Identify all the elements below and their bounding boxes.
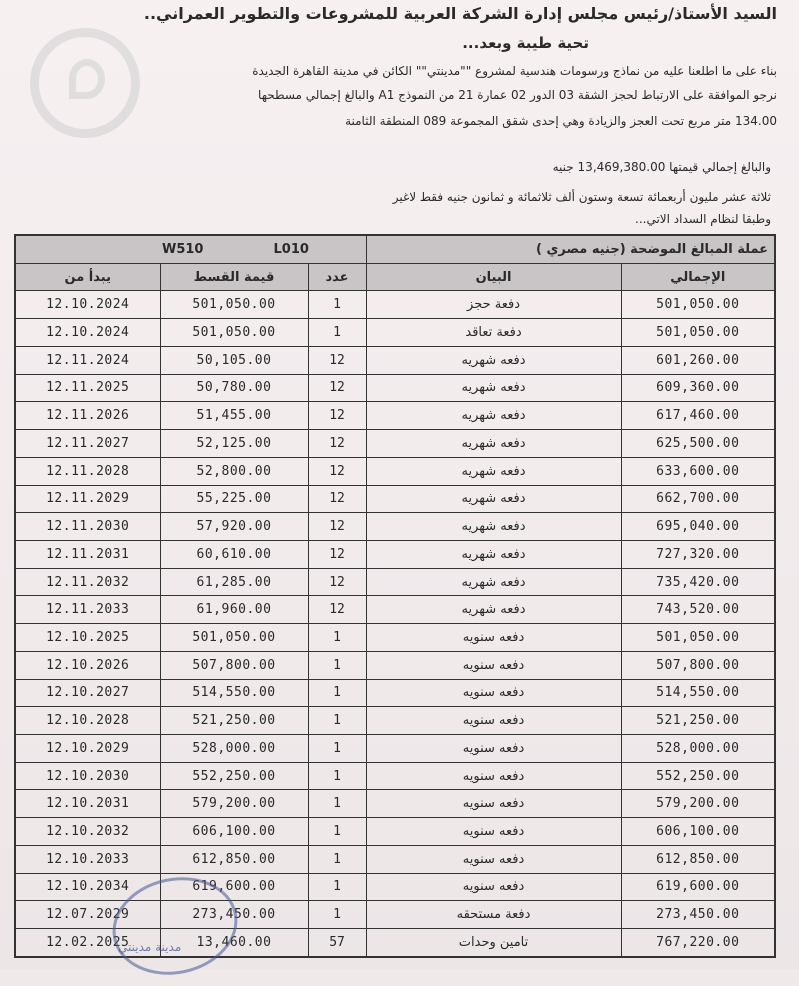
installment-cell: 528,000.00 bbox=[160, 734, 308, 762]
start-date-cell: 12.10.2026 bbox=[15, 651, 160, 679]
installment-cell: 612,850.00 bbox=[160, 845, 308, 873]
installment-cell: 579,200.00 bbox=[160, 790, 308, 818]
start-date-cell: 12.07.2029 bbox=[15, 901, 160, 929]
start-date-cell: 12.10.2025 bbox=[15, 624, 160, 652]
table-row bbox=[15, 624, 775, 652]
count-cell: 12 bbox=[308, 430, 366, 458]
description-cell: دفعه شهريه bbox=[366, 540, 621, 568]
table-row bbox=[15, 707, 775, 735]
start-date-cell: 12.11.2025 bbox=[15, 374, 160, 402]
installment-cell: 13,460.00 bbox=[160, 929, 308, 958]
description-cell: دفعه سنويه bbox=[366, 873, 621, 901]
installment-cell: 50,780.00 bbox=[160, 374, 308, 402]
start-date-cell: 12.10.2027 bbox=[15, 679, 160, 707]
description-cell: دفعه شهريه bbox=[366, 430, 621, 458]
table-row bbox=[15, 346, 775, 374]
count-cell: 1 bbox=[308, 873, 366, 901]
table-row bbox=[15, 457, 775, 485]
total-cell: 617,460.00 bbox=[621, 402, 775, 430]
start-date-cell: 12.11.2026 bbox=[15, 402, 160, 430]
table-row bbox=[15, 402, 775, 430]
start-date-cell: 12.11.2030 bbox=[15, 513, 160, 541]
start-date-cell: 12.10.2030 bbox=[15, 762, 160, 790]
installment-cell: 50,105.00 bbox=[160, 346, 308, 374]
description-cell: دفعة مستحقه bbox=[366, 901, 621, 929]
total-cell: 767,220.00 bbox=[621, 929, 775, 958]
col-description-header: البيان bbox=[366, 263, 621, 291]
start-date-cell: 12.11.2033 bbox=[15, 596, 160, 624]
col-installment-header: قيمة القسط bbox=[160, 263, 308, 291]
start-date-cell: 12.11.2031 bbox=[15, 540, 160, 568]
start-date-cell: 12.11.2024 bbox=[15, 346, 160, 374]
table-row bbox=[15, 790, 775, 818]
code-l: L010 bbox=[273, 241, 309, 257]
count-cell: 12 bbox=[308, 374, 366, 402]
currency-note: عملة المبالغ الموضحة (جنيه مصري ) bbox=[366, 235, 775, 263]
description-cell: دفعه شهريه bbox=[366, 402, 621, 430]
table-row bbox=[15, 430, 775, 458]
code-w: W510 bbox=[162, 241, 204, 257]
total-cell: 501,050.00 bbox=[621, 319, 775, 347]
payment-system-line: وطبقا لنظام السداد الاتي... bbox=[635, 212, 771, 226]
total-value-line: والبالغ إجمالي قيمتها 13,469,380.00 جنيه bbox=[552, 160, 771, 174]
table-row bbox=[15, 485, 775, 513]
description-cell: دفعه شهريه bbox=[366, 596, 621, 624]
total-cell: 612,850.00 bbox=[621, 845, 775, 873]
count-cell: 12 bbox=[308, 513, 366, 541]
installment-cell: 501,050.00 bbox=[160, 624, 308, 652]
description-cell: دفعه سنويه bbox=[366, 762, 621, 790]
count-cell: 12 bbox=[308, 457, 366, 485]
installment-cell: 61,960.00 bbox=[160, 596, 308, 624]
table-row bbox=[15, 540, 775, 568]
description-cell: دفعه شهريه bbox=[366, 485, 621, 513]
total-cell: 521,250.00 bbox=[621, 707, 775, 735]
count-cell: 1 bbox=[308, 901, 366, 929]
search-watermark-icon bbox=[30, 28, 140, 138]
table-row bbox=[15, 762, 775, 790]
table-top-row bbox=[15, 235, 775, 263]
description-cell: دفعه سنويه bbox=[366, 734, 621, 762]
count-cell: 1 bbox=[308, 651, 366, 679]
total-cell: 727,320.00 bbox=[621, 540, 775, 568]
start-date-cell: 12.10.2032 bbox=[15, 818, 160, 846]
start-date-cell: 12.10.2028 bbox=[15, 707, 160, 735]
count-cell: 12 bbox=[308, 346, 366, 374]
total-cell: 507,800.00 bbox=[621, 651, 775, 679]
table-row bbox=[15, 319, 775, 347]
total-cell: 609,360.00 bbox=[621, 374, 775, 402]
start-date-cell: 12.10.2024 bbox=[15, 291, 160, 319]
description-cell: دفعة حجز bbox=[366, 291, 621, 319]
installment-cell: 521,250.00 bbox=[160, 707, 308, 735]
count-cell: 1 bbox=[308, 291, 366, 319]
start-date-cell: 12.11.2027 bbox=[15, 430, 160, 458]
count-cell: 1 bbox=[308, 707, 366, 735]
total-cell: 528,000.00 bbox=[621, 734, 775, 762]
installment-cell: 619,600.00 bbox=[160, 873, 308, 901]
description-cell: دفعه سنويه bbox=[366, 651, 621, 679]
total-cell: 735,420.00 bbox=[621, 568, 775, 596]
installment-cell: 55,225.00 bbox=[160, 485, 308, 513]
addressee-line: السيد الأستاذ/رئيس مجلس إدارة الشركة العربية للمشروعات والتطوير العمراني.. bbox=[143, 4, 777, 23]
start-date-cell: 12.11.2028 bbox=[15, 457, 160, 485]
table-row bbox=[15, 818, 775, 846]
description-cell: تامين وحدات bbox=[366, 929, 621, 958]
installment-cell: 507,800.00 bbox=[160, 651, 308, 679]
start-date-cell: 12.10.2029 bbox=[15, 734, 160, 762]
start-date-cell: 12.10.2034 bbox=[15, 873, 160, 901]
total-cell: 695,040.00 bbox=[621, 513, 775, 541]
installment-cell: 501,050.00 bbox=[160, 291, 308, 319]
stamp-text: مدينة مدينتي bbox=[118, 940, 182, 954]
installment-cell: 51,455.00 bbox=[160, 402, 308, 430]
installment-cell: 60,610.00 bbox=[160, 540, 308, 568]
start-date-cell: 12.02.2025 bbox=[15, 929, 160, 958]
count-cell: 12 bbox=[308, 540, 366, 568]
start-date-cell: 12.10.2024 bbox=[15, 319, 160, 347]
installment-cell: 52,800.00 bbox=[160, 457, 308, 485]
table-row bbox=[15, 679, 775, 707]
col-total-header: الإجمالي bbox=[621, 263, 775, 291]
description-cell: دفعه سنويه bbox=[366, 845, 621, 873]
installment-cell: 552,250.00 bbox=[160, 762, 308, 790]
payment-schedule-table bbox=[14, 234, 776, 958]
total-words-line: ثلاثة عشر مليون أربعمائة تسعة وستون ألف ثلاثمائة و ثمانون جنيه فقط لاغير bbox=[392, 190, 771, 204]
installment-cell: 501,050.00 bbox=[160, 319, 308, 347]
installment-cell: 606,100.00 bbox=[160, 818, 308, 846]
description-cell: دفعه سنويه bbox=[366, 790, 621, 818]
total-cell: 501,050.00 bbox=[621, 291, 775, 319]
count-cell: 12 bbox=[308, 568, 366, 596]
total-cell: 625,500.00 bbox=[621, 430, 775, 458]
total-cell: 633,600.00 bbox=[621, 457, 775, 485]
installment-cell: 57,920.00 bbox=[160, 513, 308, 541]
col-count-header: عدد bbox=[308, 263, 366, 291]
project-line: بناء على ما اطلعنا عليه من نماذج ورسومات هندسية لمشروع ""مدينتي"" الكائن في مدينة القاهرة الجديدة bbox=[252, 64, 777, 78]
installment-cell: 61,285.00 bbox=[160, 568, 308, 596]
count-cell: 1 bbox=[308, 790, 366, 818]
count-cell: 12 bbox=[308, 596, 366, 624]
description-cell: دفعه شهريه bbox=[366, 513, 621, 541]
count-cell: 12 bbox=[308, 402, 366, 430]
total-cell: 273,450.00 bbox=[621, 901, 775, 929]
count-cell: 1 bbox=[308, 624, 366, 652]
count-cell: 1 bbox=[308, 679, 366, 707]
table-row bbox=[15, 596, 775, 624]
start-date-cell: 12.11.2029 bbox=[15, 485, 160, 513]
count-cell: 1 bbox=[308, 734, 366, 762]
count-cell: 12 bbox=[308, 485, 366, 513]
table-row bbox=[15, 291, 775, 319]
table-row bbox=[15, 734, 775, 762]
total-cell: 601,260.00 bbox=[621, 346, 775, 374]
description-cell: دفعه سنويه bbox=[366, 624, 621, 652]
table-row bbox=[15, 513, 775, 541]
description-cell: دفعه سنويه bbox=[366, 679, 621, 707]
unit-line: نرجو الموافقة على الارتباط لحجز الشقة 03 الدور 02 عمارة 21 من النموذج A1 والبالغ إجمالي مسطحها bbox=[258, 88, 777, 102]
table-row bbox=[15, 845, 775, 873]
total-cell: 552,250.00 bbox=[621, 762, 775, 790]
count-cell: 1 bbox=[308, 818, 366, 846]
start-date-cell: 12.10.2033 bbox=[15, 845, 160, 873]
description-cell: دفعه شهريه bbox=[366, 346, 621, 374]
table-row bbox=[15, 651, 775, 679]
unit-codes bbox=[15, 235, 366, 263]
description-cell: دفعه شهريه bbox=[366, 457, 621, 485]
table-row bbox=[15, 374, 775, 402]
table-row bbox=[15, 568, 775, 596]
start-date-cell: 12.10.2031 bbox=[15, 790, 160, 818]
total-cell: 501,050.00 bbox=[621, 624, 775, 652]
total-cell: 662,700.00 bbox=[621, 485, 775, 513]
description-cell: دفعة تعاقد bbox=[366, 319, 621, 347]
greeting-line: تحية طيبة وبعد... bbox=[462, 34, 589, 52]
col-start-header: يبدأ من bbox=[15, 263, 160, 291]
installment-cell: 52,125.00 bbox=[160, 430, 308, 458]
count-cell: 1 bbox=[308, 762, 366, 790]
total-cell: 606,100.00 bbox=[621, 818, 775, 846]
table-header-row bbox=[15, 263, 775, 291]
total-cell: 619,600.00 bbox=[621, 873, 775, 901]
count-cell: 1 bbox=[308, 319, 366, 347]
total-cell: 514,550.00 bbox=[621, 679, 775, 707]
description-cell: دفعه شهريه bbox=[366, 568, 621, 596]
count-cell: 57 bbox=[308, 929, 366, 958]
start-date-cell: 12.11.2032 bbox=[15, 568, 160, 596]
description-cell: دفعه سنويه bbox=[366, 707, 621, 735]
total-cell: 579,200.00 bbox=[621, 790, 775, 818]
area-line: 134.00 متر مربع تحت العجز والزيادة وهي إحدى شقق المجموعة 089 المنطقة الثامنة bbox=[345, 114, 777, 128]
description-cell: دفعه سنويه bbox=[366, 818, 621, 846]
total-cell: 743,520.00 bbox=[621, 596, 775, 624]
installment-cell: 273,450.00 bbox=[160, 901, 308, 929]
description-cell: دفعه شهريه bbox=[366, 374, 621, 402]
count-cell: 1 bbox=[308, 845, 366, 873]
installment-cell: 514,550.00 bbox=[160, 679, 308, 707]
